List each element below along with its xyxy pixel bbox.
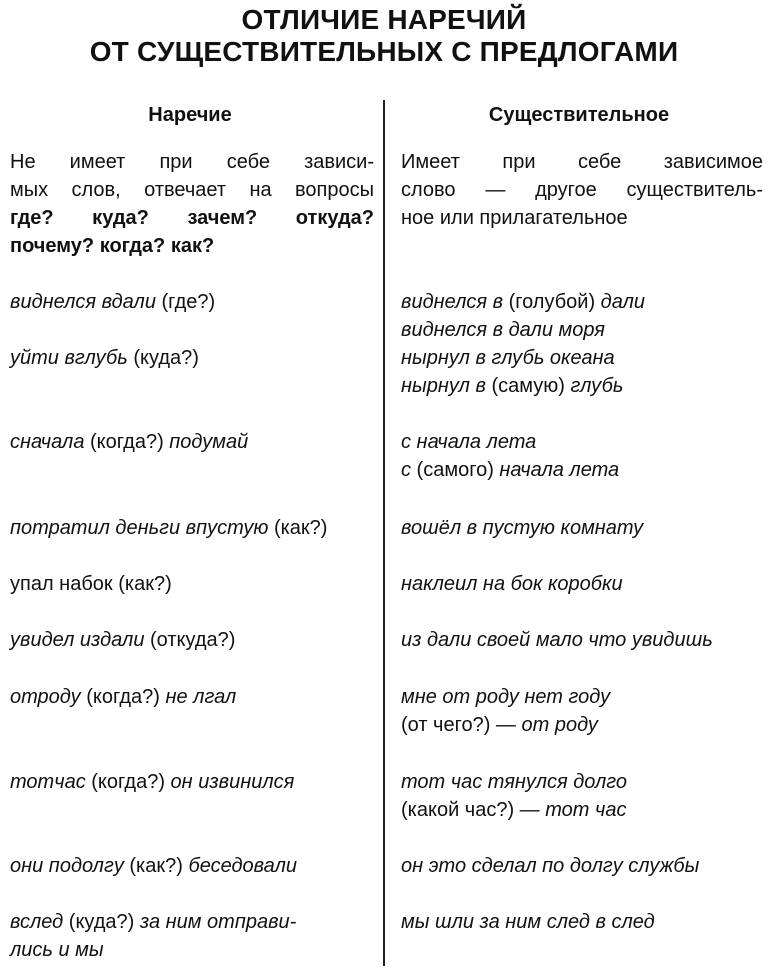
noun-example xyxy=(401,908,655,936)
adverb-example xyxy=(10,514,327,542)
example-italic: увидел издали xyxy=(10,629,145,651)
noun-example xyxy=(401,288,645,344)
adverb-example xyxy=(10,908,296,964)
example-italic: от роду xyxy=(521,714,598,736)
example-normal: (как?) xyxy=(268,517,328,539)
noun-description-line: Имеет при себе зависимое xyxy=(401,151,763,173)
example-italic: начала лета xyxy=(499,459,620,481)
example-normal: (от чего?) — xyxy=(401,714,522,736)
example-italic: нырнул в глубь океана xyxy=(401,347,615,369)
example-italic: дали xyxy=(600,291,646,313)
example-italic: с xyxy=(401,459,411,481)
noun-example xyxy=(401,570,623,598)
example-normal: (какой час?) — xyxy=(401,799,546,821)
noun-example xyxy=(401,852,699,880)
example-italic: виднелся в дали моря xyxy=(401,319,605,341)
adverb-example xyxy=(10,288,215,316)
example-italic: лись и мы xyxy=(10,939,104,961)
noun-description xyxy=(401,148,763,232)
example-italic: за ним отправи- xyxy=(139,911,297,933)
example-italic: виднелся вдали xyxy=(10,291,156,313)
example-italic: виднелся в xyxy=(401,291,504,313)
adverb-example xyxy=(10,683,236,711)
title-line-2: ОТ СУЩЕСТВИТЕЛЬНЫХ С ПРЕДЛОГАМИ xyxy=(89,36,679,67)
title-line-1: ОТЛИЧИЕ НАРЕЧИЙ xyxy=(241,4,527,35)
noun-description-line: слово — другое существитель- xyxy=(401,179,763,201)
example-italic: он это сделал по долгу службы xyxy=(401,855,700,877)
example-italic: мы шли за ним след в след xyxy=(401,911,655,933)
example-italic: уйти вглубь xyxy=(10,347,128,369)
noun-example xyxy=(401,514,643,542)
noun-example xyxy=(401,768,627,824)
adverb-questions-line: где? куда? зачем? откуда? xyxy=(10,207,374,229)
example-normal: (когда?) xyxy=(84,431,170,453)
adverb-questions-line: почему? когда? как? xyxy=(10,235,215,257)
example-normal: (самого) xyxy=(411,459,500,481)
adverb-example xyxy=(10,626,235,654)
example-italic: подумай xyxy=(169,431,249,453)
adverb-example xyxy=(10,570,172,598)
example-italic: вслед xyxy=(10,911,64,933)
noun-example xyxy=(401,683,610,739)
example-italic: они подолгу xyxy=(10,855,124,877)
example-italic: глубь xyxy=(570,375,624,397)
adverb-example xyxy=(10,344,199,372)
example-italic: с начала лета xyxy=(401,431,537,453)
example-italic: наклеил на бок коробки xyxy=(401,573,623,595)
example-italic: мне от роду нет году xyxy=(401,686,611,708)
adverb-example xyxy=(10,428,248,456)
noun-example xyxy=(401,428,619,484)
example-italic: беседовали xyxy=(188,855,297,877)
example-italic: он извинился xyxy=(170,771,295,793)
adverb-example xyxy=(10,852,297,880)
example-italic: тотчас xyxy=(10,771,86,793)
example-italic: тот час тянулся долго xyxy=(401,771,628,793)
example-italic: не лгал xyxy=(165,686,237,708)
noun-description-line: ное или прилагательное xyxy=(401,207,628,229)
adverb-description-line: мых слов, отвечает на вопросы xyxy=(10,179,374,201)
example-italic: отроду xyxy=(10,686,81,708)
example-italic: потратил деньги впустую xyxy=(10,517,269,539)
example-italic: вошёл в пустую комнату xyxy=(401,517,644,539)
column-header-adverb: Наречие xyxy=(148,104,232,126)
noun-example xyxy=(401,344,623,400)
example-normal: (когда?) xyxy=(85,771,171,793)
example-normal: (куда?) xyxy=(127,347,199,369)
page-title xyxy=(0,4,768,68)
adverb-description-line: Не имеет при себе зависи- xyxy=(10,151,374,173)
example-normal: (как?) xyxy=(123,855,189,877)
adverb-description xyxy=(10,148,374,260)
example-italic: тот час xyxy=(545,799,627,821)
column-header-noun: Существительное xyxy=(488,104,670,126)
example-italic: сначала xyxy=(10,431,85,453)
example-normal: упал набок (как?) xyxy=(10,573,172,595)
example-normal: (голубой) xyxy=(503,291,601,313)
example-normal: (куда?) xyxy=(63,911,140,933)
example-normal: (самую) xyxy=(485,375,571,397)
noun-example xyxy=(401,626,713,654)
example-normal: (где?) xyxy=(155,291,216,313)
column-divider xyxy=(383,100,385,966)
example-italic: нырнул в xyxy=(401,375,486,397)
example-normal: (откуда?) xyxy=(144,629,236,651)
adverb-example xyxy=(10,768,294,796)
example-italic: из дали своей мало что увидишь xyxy=(401,629,713,651)
example-normal: (когда?) xyxy=(80,686,166,708)
